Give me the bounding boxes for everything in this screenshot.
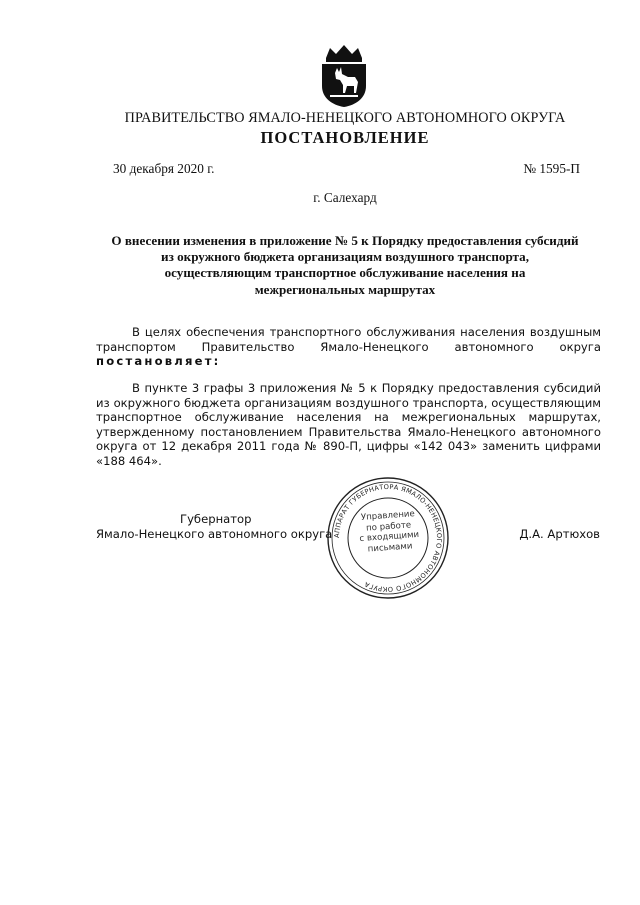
document-date: 30 декабря 2020 г. (113, 161, 215, 176)
stamp-center-text (355, 509, 424, 556)
resolves-keyword: постановляет: (96, 354, 221, 369)
preamble-paragraph (96, 325, 601, 369)
signatory-position (96, 512, 336, 542)
stamp-line: письмами (367, 541, 413, 555)
position-title: Губернатор (180, 512, 252, 526)
document-type-heading: ПОСТАНОВЛЕНИЕ (260, 128, 430, 147)
stamp-line: по работе (365, 520, 412, 534)
signatory-name: Д.А. Артюхов (519, 527, 600, 541)
document-number: № 1595-П (523, 161, 580, 176)
preamble-text: В целях обеспечения транспортного обслуживания населения воздушным транспортом Правительство Ямало-Ненецкого автономного округа (96, 325, 601, 354)
resolution-paragraph: В пункте 3 графы 3 приложения № 5 к Порядку предоставления субсидий из окружного бюджета организациям воздушного транспорта, осуществляющим транспортное обслуживание населения на межрегиональных маршрутах, утвержденному постановлением Правительства Ямало-Ненецкого автономного округа от 12 декабря 2011 года № 890-П, цифры «142 043» заменить цифрами «188 464». (96, 381, 601, 468)
position-region: Ямало-Ненецкого автономного округа (96, 527, 333, 541)
document-city: г. Салехард (313, 190, 377, 205)
stamp-line: Управление (360, 509, 416, 523)
coat-of-arms-icon (318, 44, 370, 108)
stamp-ring-text: АППАРАТ ГУБЕРНАТОРА ЯМАЛО-НЕНЕЦКОГО АВТОНОМНОГО ОКРУГА (332, 482, 444, 594)
organization-title: ПРАВИТЕЛЬСТВО ЯМАЛО-НЕНЕЦКОГО АВТОНОМНОГО ОКРУГА (124, 110, 566, 126)
stamp-line: с входящими (359, 530, 420, 545)
document-subject: О внесении изменения в приложение № 5 к Порядку предоставления субсидий из окружного бюджета организациям воздушного транспорта, осуществляющим транспортное обслуживание населения на межрегиональных маршрутах (111, 233, 579, 297)
